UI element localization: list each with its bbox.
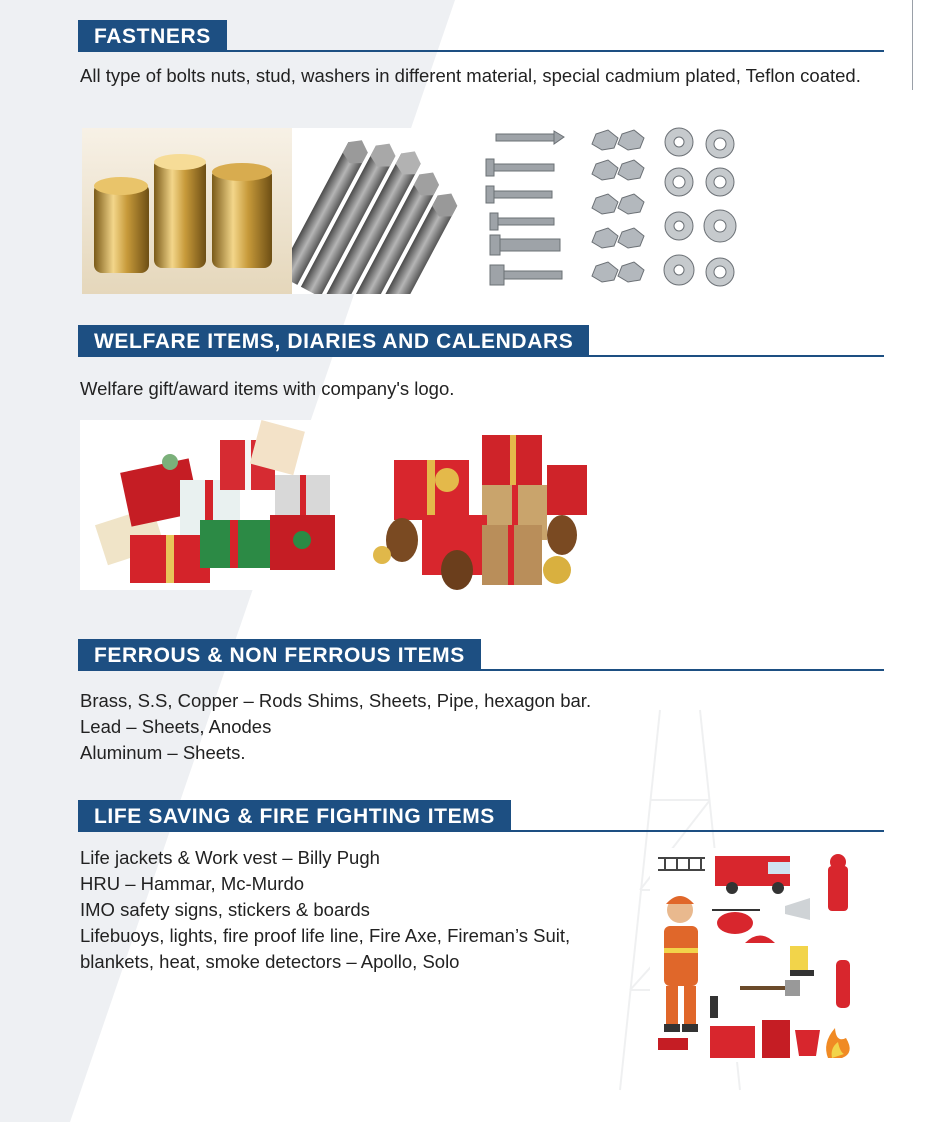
section-life-saving-line-1: Life jackets & Work vest – Billy Pugh <box>80 847 380 868</box>
section-fastners-header <box>78 20 884 52</box>
section-life-saving-line-4: Lifebuoys, lights, fire proof life line, Fire Axe, Fireman’s Suit, <box>80 925 571 946</box>
section-title: FASTNERS <box>78 20 227 52</box>
bolts-nuts-washers-image <box>484 126 746 296</box>
hexagon-bars-image <box>292 128 470 294</box>
section-fastners-body: All type of bolts nuts, stud, washers in different material, special cadmium plated, Teflon coated. <box>80 65 861 86</box>
section-ferrous-line-2: Lead – Sheets, Anodes <box>80 716 272 737</box>
section-title: LIFE SAVING & FIRE FIGHTING ITEMS <box>78 800 511 832</box>
section-welfare-header <box>78 325 884 357</box>
section-life-saving-line-5: blankets, heat, smoke detectors – Apollo, Solo <box>80 951 460 972</box>
section-life-saving-line-3: IMO safety signs, stickers & boards <box>80 899 370 920</box>
section-life-saving-line-2: HRU – Hammar, Mc-Murdo <box>80 873 305 894</box>
section-ferrous-line-3: Aluminum – Sheets. <box>80 742 246 763</box>
section-welfare-body: Welfare gift/award items with company's logo. <box>80 378 455 399</box>
brass-tubes-image <box>82 128 292 294</box>
section-life-saving-header <box>78 800 884 832</box>
firefighting-illustration <box>650 848 862 1062</box>
section-ferrous-header <box>78 639 884 671</box>
section-title: FERROUS & NON FERROUS ITEMS <box>78 639 481 671</box>
section-ferrous-line-1: Brass, S.S, Copper – Rods Shims, Sheets, Pipe, hexagon bar. <box>80 690 592 711</box>
section-title: WELFARE ITEMS, DIARIES AND CALENDARS <box>78 325 589 357</box>
gift-boxes-image-2 <box>362 425 590 597</box>
gift-boxes-image-1 <box>80 420 342 590</box>
page-edge-rule <box>912 0 913 90</box>
